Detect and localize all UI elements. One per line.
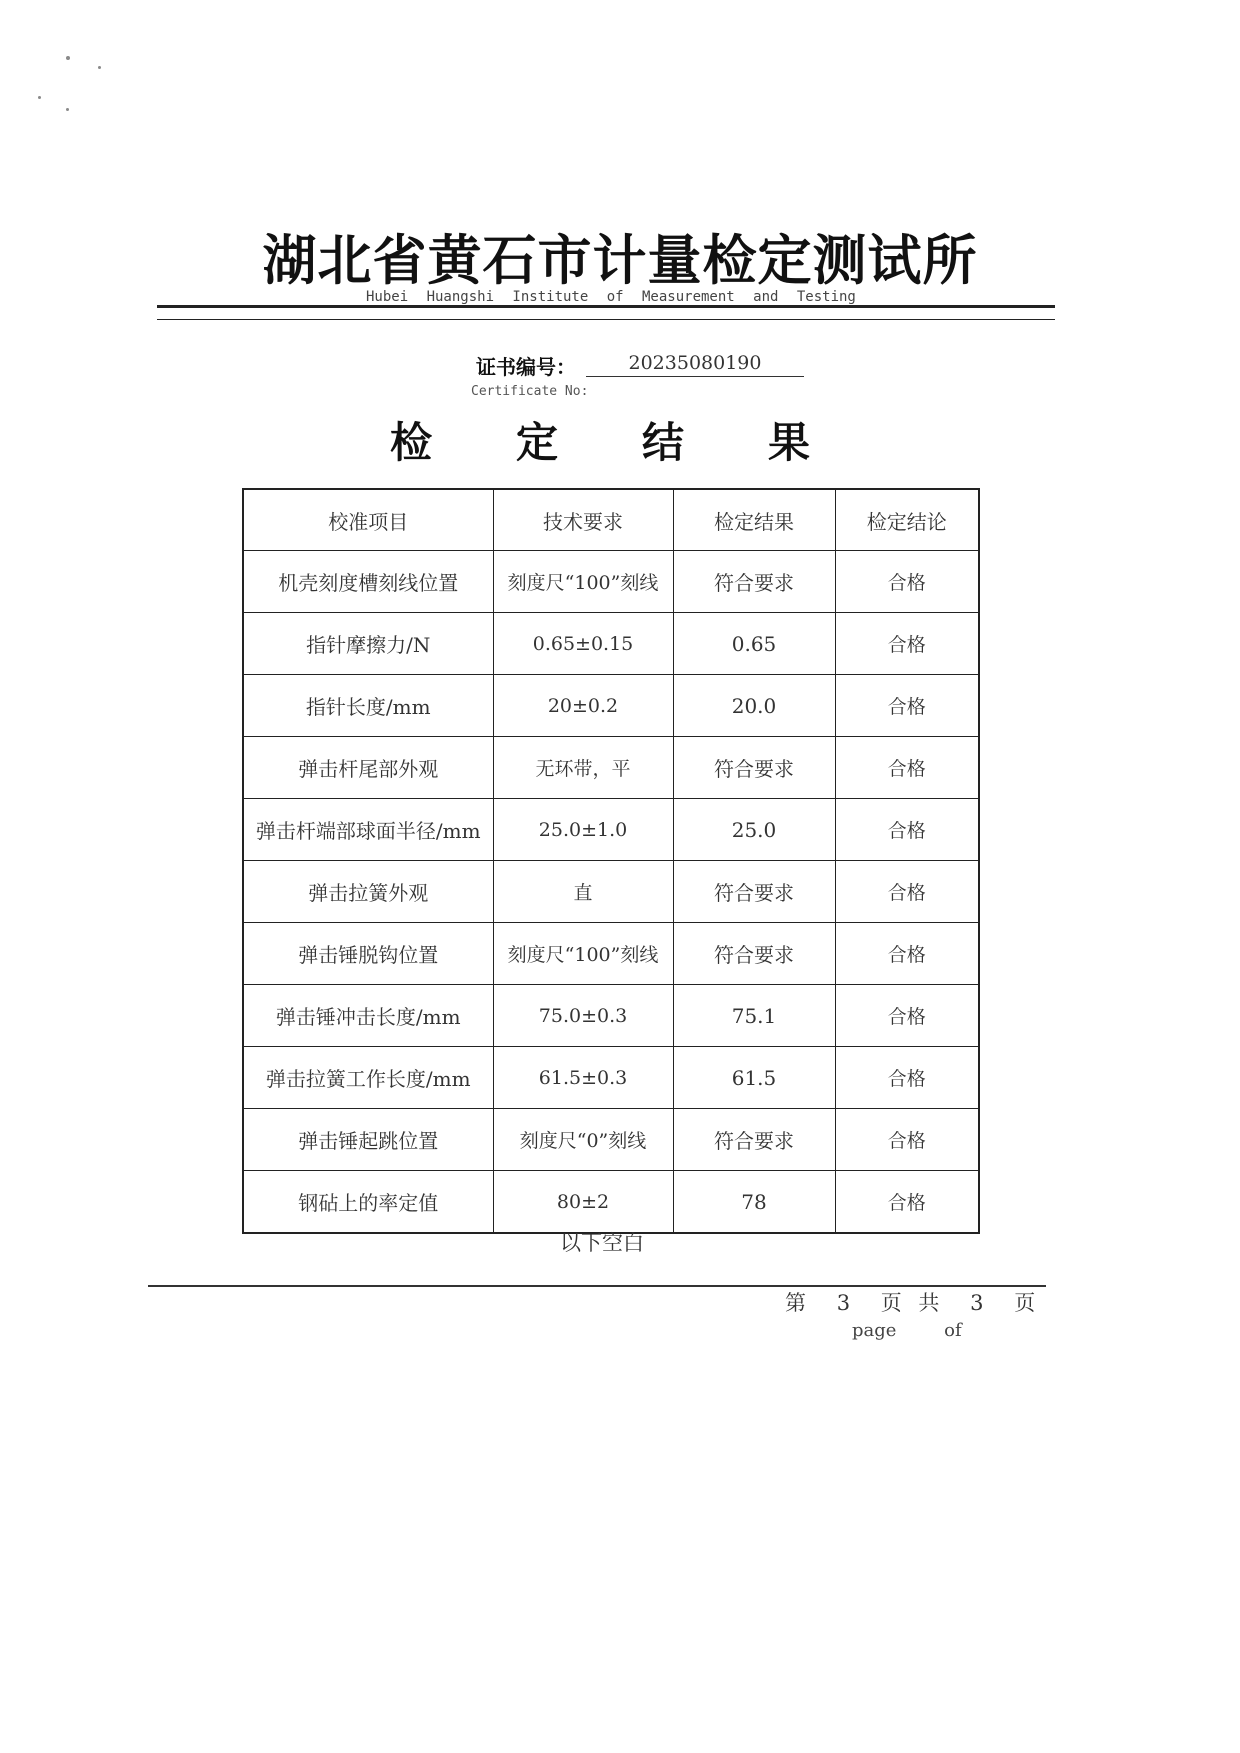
page-current: 3 — [836, 1291, 851, 1315]
section-title-char: 结 — [641, 418, 684, 467]
table-row — [243, 1047, 979, 1109]
cell-result: 61.5 — [673, 1047, 835, 1109]
cell-item: 指针摩擦力/N — [243, 613, 493, 675]
certificate-label-en: Certificate No: — [471, 384, 589, 399]
cell-result: 78 — [673, 1171, 835, 1234]
table-row — [243, 675, 979, 737]
cell-item: 钢砧上的率定值 — [243, 1171, 493, 1234]
cell-requirement: 20±0.2 — [493, 675, 673, 737]
header-cell-item: 校准项目 — [243, 489, 493, 551]
table-row — [243, 923, 979, 985]
cell-item: 弹击杆端部球面半径/mm — [243, 799, 493, 861]
scan-speck — [66, 108, 69, 111]
scan-speck — [66, 56, 70, 60]
table-row — [243, 799, 979, 861]
cell-result: 25.0 — [673, 799, 835, 861]
cell-result: 符合要求 — [673, 923, 835, 985]
header-rule-bottom — [157, 319, 1055, 320]
certificate-label: 证书编号： — [476, 355, 576, 379]
table-header-row — [243, 489, 979, 551]
cell-result: 符合要求 — [673, 1109, 835, 1171]
page-suffix: 页 — [1014, 1291, 1036, 1315]
section-title-char: 果 — [767, 418, 810, 467]
table-row — [243, 985, 979, 1047]
cell-requirement: 直 — [493, 861, 673, 923]
cell-result: 75.1 — [673, 985, 835, 1047]
cell-requirement: 25.0±1.0 — [493, 799, 673, 861]
header-rule-top — [157, 305, 1055, 308]
cell-result: 符合要求 — [673, 861, 835, 923]
cell-verdict: 合格 — [835, 551, 979, 613]
cell-requirement: 刻度尺“100”刻线 — [493, 551, 673, 613]
of-en-label: of — [944, 1320, 962, 1341]
results-table — [242, 488, 980, 1234]
institute-subtitle: Hubei Huangshi Institute of Measurement and Testing — [366, 289, 856, 305]
cell-verdict: 合格 — [835, 1047, 979, 1109]
cell-item: 指针长度/mm — [243, 675, 493, 737]
cell-requirement: 无环带，平 — [493, 737, 673, 799]
scan-speck — [98, 66, 101, 69]
table-row — [243, 1171, 979, 1234]
cell-item: 弹击拉簧外观 — [243, 861, 493, 923]
header-cell-verdict: 检定结论 — [835, 489, 979, 551]
section-title-char: 检 — [390, 418, 433, 467]
table-row — [243, 737, 979, 799]
header-cell-requirement: 技术要求 — [493, 489, 673, 551]
institute-title: 湖北省黄石市计量检定测试所 — [262, 229, 978, 292]
cell-requirement: 75.0±0.3 — [493, 985, 673, 1047]
blank-below-note: 以下空白 — [560, 1231, 644, 1255]
page-en-label: page — [852, 1320, 897, 1341]
cell-verdict: 合格 — [835, 737, 979, 799]
cell-verdict: 合格 — [835, 1109, 979, 1171]
cell-requirement: 刻度尺“0”刻线 — [493, 1109, 673, 1171]
cell-item: 弹击锤冲击长度/mm — [243, 985, 493, 1047]
cell-verdict: 合格 — [835, 923, 979, 985]
table-row — [243, 1109, 979, 1171]
page-mid: 页 共 — [880, 1291, 940, 1315]
cell-result: 0.65 — [673, 613, 835, 675]
cell-item: 机壳刻度槽刻线位置 — [243, 551, 493, 613]
cell-verdict: 合格 — [835, 1171, 979, 1234]
table-row — [243, 613, 979, 675]
page-counter-en — [852, 1320, 962, 1341]
cell-requirement: 80±2 — [493, 1171, 673, 1234]
cell-item: 弹击拉簧工作长度/mm — [243, 1047, 493, 1109]
header-cell-result: 检定结果 — [673, 489, 835, 551]
section-title-char: 定 — [515, 418, 558, 467]
scan-speck — [38, 96, 41, 99]
cell-verdict: 合格 — [835, 985, 979, 1047]
cell-requirement: 0.65±0.15 — [493, 613, 673, 675]
section-title — [390, 410, 810, 470]
cell-verdict: 合格 — [835, 613, 979, 675]
cell-verdict: 合格 — [835, 675, 979, 737]
cell-result: 20.0 — [673, 675, 835, 737]
cell-requirement: 刻度尺“100”刻线 — [493, 923, 673, 985]
cell-result: 符合要求 — [673, 551, 835, 613]
page-prefix: 第 — [785, 1291, 806, 1315]
table-row — [243, 551, 979, 613]
cell-item: 弹击锤脱钩位置 — [243, 923, 493, 985]
cell-verdict: 合格 — [835, 799, 979, 861]
certificate-number: 20235080190 — [586, 352, 804, 377]
cell-item: 弹击杆尾部外观 — [243, 737, 493, 799]
table-row — [243, 861, 979, 923]
cell-result: 符合要求 — [673, 737, 835, 799]
cell-requirement: 61.5±0.3 — [493, 1047, 673, 1109]
cell-verdict: 合格 — [835, 861, 979, 923]
cell-item: 弹击锤起跳位置 — [243, 1109, 493, 1171]
page-counter — [785, 1287, 1049, 1317]
page-total: 3 — [970, 1291, 984, 1315]
